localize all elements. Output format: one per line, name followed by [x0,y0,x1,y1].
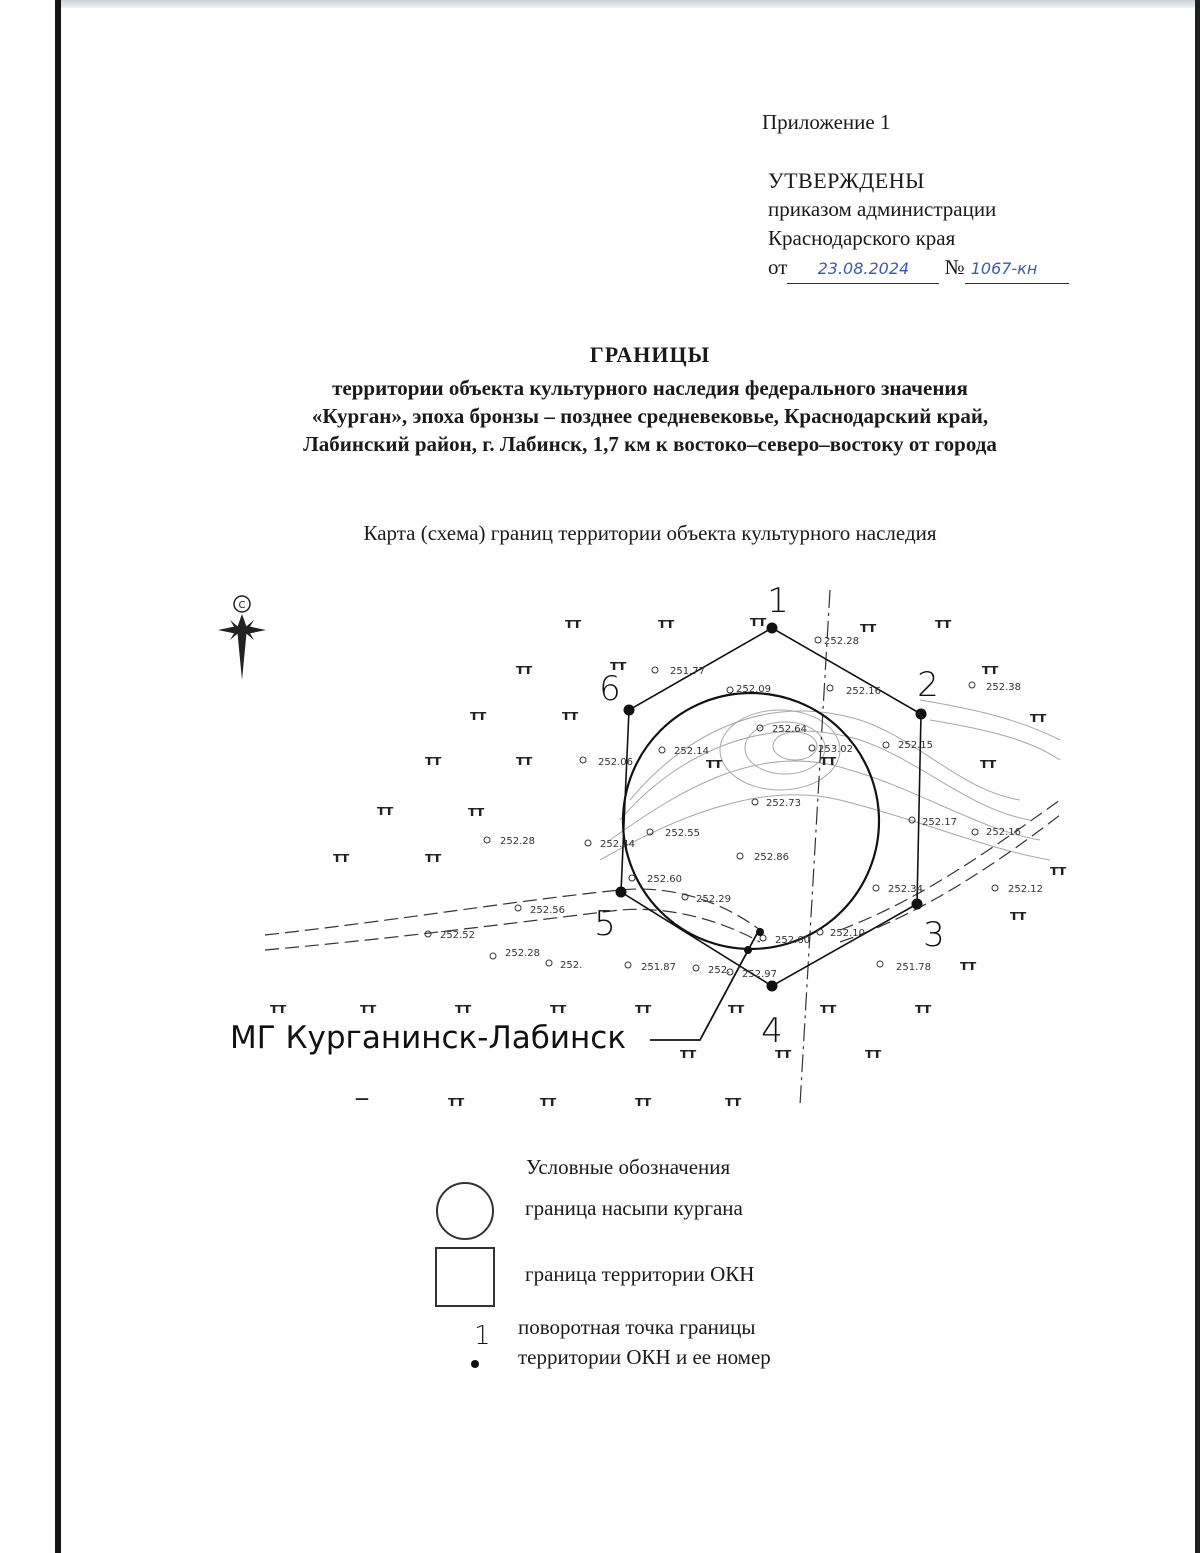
svg-text:ᴛᴛ: ᴛᴛ [333,850,350,866]
turning-point-number: 4 [761,1011,783,1051]
elevation-label: 252.38 [986,682,1021,693]
svg-text:ᴛᴛ: ᴛᴛ [728,1001,745,1017]
svg-text:ᴛᴛ: ᴛᴛ [820,1001,837,1017]
svg-text:ᴛᴛ: ᴛᴛ [935,616,952,632]
elevation-label: 252.14 [674,746,709,757]
document-title: ГРАНИЦЫ [589,342,711,367]
turning-point-1 [767,623,778,634]
subtitle-line-2: «Курган», эпоха бронзы – позднее средневековье, Краснодарский край, [311,404,989,428]
mound-boundary-circle [623,693,879,949]
approval-block [768,166,1069,284]
turning-point-number: 3 [923,915,945,955]
turning-point-number: 6 [599,669,621,709]
legend-item-territory: граница территории ОКН [525,1262,755,1286]
approved-heading: УТВЕРЖДЕНЫ [768,168,925,193]
elevation-label: 252.16 [846,686,881,697]
compass-rose-icon [218,596,266,680]
order-date-number-line [768,253,1069,284]
elevation-label: 253.02 [818,744,853,755]
scan-right-border [1195,0,1200,1553]
subtitle-line-3: Лабинский район, г. Лабинск, 1,7 км к востоко–северо–востоку от города [303,432,997,456]
elevation-label: 251.77 [670,666,705,677]
svg-text:ᴛᴛ: ᴛᴛ [915,1001,932,1017]
svg-text:ᴛᴛ: ᴛᴛ [680,1046,697,1062]
svg-text:ᴛᴛ: ᴛᴛ [448,1094,465,1110]
turning-point-3 [912,899,923,910]
svg-text:ᴛᴛ: ᴛᴛ [775,1046,792,1062]
turning-point-5 [616,887,627,898]
date-prefix: от [768,255,788,279]
elevation-label: 252.06 [598,757,633,768]
turning-point-6 [624,705,635,716]
svg-text:ᴛᴛ: ᴛᴛ [982,662,999,678]
svg-text:ᴛᴛ: ᴛᴛ [425,850,442,866]
subtitle-line-1: территории объекта культурного наследия федерального значения [332,376,968,400]
elevation-label: 252.86 [754,852,789,863]
elevation-label: 252. [560,960,583,971]
document-subtitle [150,374,1150,458]
svg-text:ᴛᴛ: ᴛᴛ [540,1094,557,1110]
approved-by-line2: Краснодарского края [768,226,956,250]
order-date: 23.08.2024 [787,254,939,284]
approved-by-line1: приказом администрации [768,197,997,221]
elevation-label: 252.16 [986,827,1021,838]
svg-text:ᴛᴛ: ᴛᴛ [706,756,723,772]
compass-letter: С [238,600,246,611]
turning-point-4 [767,981,778,992]
elevation-label: 252.55 [665,828,700,839]
elevation-label: 252.97 [742,969,777,980]
turning-point-number: 5 [594,904,616,944]
svg-text:ᴛᴛ: ᴛᴛ [960,958,977,974]
elevation-label: 252.64 [772,724,807,735]
elevation-label: 252.28 [505,948,540,959]
elevation-label: 251.87 [641,962,676,973]
elevation-label: 252.60 [775,935,810,946]
legend-title: Условные обозначения [526,1155,731,1179]
territory-square-icon [435,1247,495,1307]
svg-text:ᴛᴛ: ᴛᴛ [468,804,485,820]
turning-point-number: 1 [767,581,789,621]
svg-text:ᴛᴛ: ᴛᴛ [865,1046,882,1062]
elevation-label: 252.29 [696,894,731,905]
scan-top-edge [60,0,1200,8]
elevation-label: 252.52 [440,930,475,941]
svg-text:ᴛᴛ: ᴛᴛ [562,708,579,724]
svg-text:ᴛᴛ: ᴛᴛ [516,753,533,769]
legend-item-turning-point-line1: поворотная точка границы [518,1315,756,1339]
turning-point-2 [916,709,927,720]
elevation-label: 252.12 [1008,884,1043,895]
number-prefix: № [944,255,965,279]
svg-text:ᴛᴛ: ᴛᴛ [725,1094,742,1110]
elevation-label: 252.10 [830,928,865,939]
svg-text:ᴛᴛ: ᴛᴛ [658,616,675,632]
legend-item-turning-point-line2: территории ОКН и ее номер [518,1345,771,1369]
boundary-map [200,570,1080,1120]
elevation-label: 252. [708,965,731,976]
svg-text:ᴛᴛ: ᴛᴛ [1010,908,1027,924]
svg-text:ᴛᴛ: ᴛᴛ [1050,863,1067,879]
svg-text:ᴛᴛ: ᴛᴛ [820,753,837,769]
legend-item-mound: граница насыпи кургана [525,1196,743,1220]
pipeline-label: МГ Курганинск-Лабинск [230,1020,627,1056]
turning-point-number: 2 [917,665,939,705]
svg-text:ᴛᴛ: ᴛᴛ [360,1001,377,1017]
svg-text:ᴛᴛ: ᴛᴛ [980,756,997,772]
elevation-label: 252.44 [600,839,635,850]
elevation-label: 252.28 [824,636,859,647]
turning-point-symbol-number: 1 [474,1321,491,1351]
elevation-label: 252.17 [922,817,957,828]
svg-text:—: — [355,1091,369,1107]
map-caption: Карта (схема) границ территории объекта культурного наследия [363,521,937,545]
elevation-label: 252.60 [647,874,682,885]
elevation-label: 251.78 [896,962,931,973]
svg-text:ᴛᴛ: ᴛᴛ [635,1001,652,1017]
svg-text:ᴛᴛ: ᴛᴛ [377,803,394,819]
elevation-label: 252.73 [766,798,801,809]
svg-text:ᴛᴛ: ᴛᴛ [455,1001,472,1017]
elevation-label: 252.56 [530,905,565,916]
axis-line [800,590,830,1105]
svg-text:ᴛᴛ: ᴛᴛ [565,616,582,632]
svg-text:ᴛᴛ: ᴛᴛ [860,620,877,636]
elevation-label: 252.34 [888,884,923,895]
svg-text:ᴛᴛ: ᴛᴛ [750,614,767,630]
svg-text:ᴛᴛ: ᴛᴛ [635,1094,652,1110]
elevation-label: 252.28 [500,836,535,847]
svg-text:ᴛᴛ: ᴛᴛ [270,1001,287,1017]
elevation-label: 252.09 [736,684,771,695]
turning-point-dot-icon [471,1360,479,1368]
appendix-label: Приложение 1 [762,110,891,134]
elevation-label: 252.15 [898,740,933,751]
svg-text:ᴛᴛ: ᴛᴛ [1030,710,1047,726]
pipeline-marker [744,946,752,954]
elevation-marks [425,636,1043,980]
order-number: 1067-кн [965,254,1069,284]
mound-circle-icon [436,1182,494,1240]
svg-text:ᴛᴛ: ᴛᴛ [610,658,627,674]
svg-text:ᴛᴛ: ᴛᴛ [516,662,533,678]
svg-text:ᴛᴛ: ᴛᴛ [550,1001,567,1017]
pipeline-marker [756,928,764,936]
turning-point-numbers [594,581,945,1051]
scan-left-border [55,0,61,1553]
legend-item-turning-point [518,1312,771,1372]
svg-text:ᴛᴛ: ᴛᴛ [470,708,487,724]
svg-text:ᴛᴛ: ᴛᴛ [425,753,442,769]
